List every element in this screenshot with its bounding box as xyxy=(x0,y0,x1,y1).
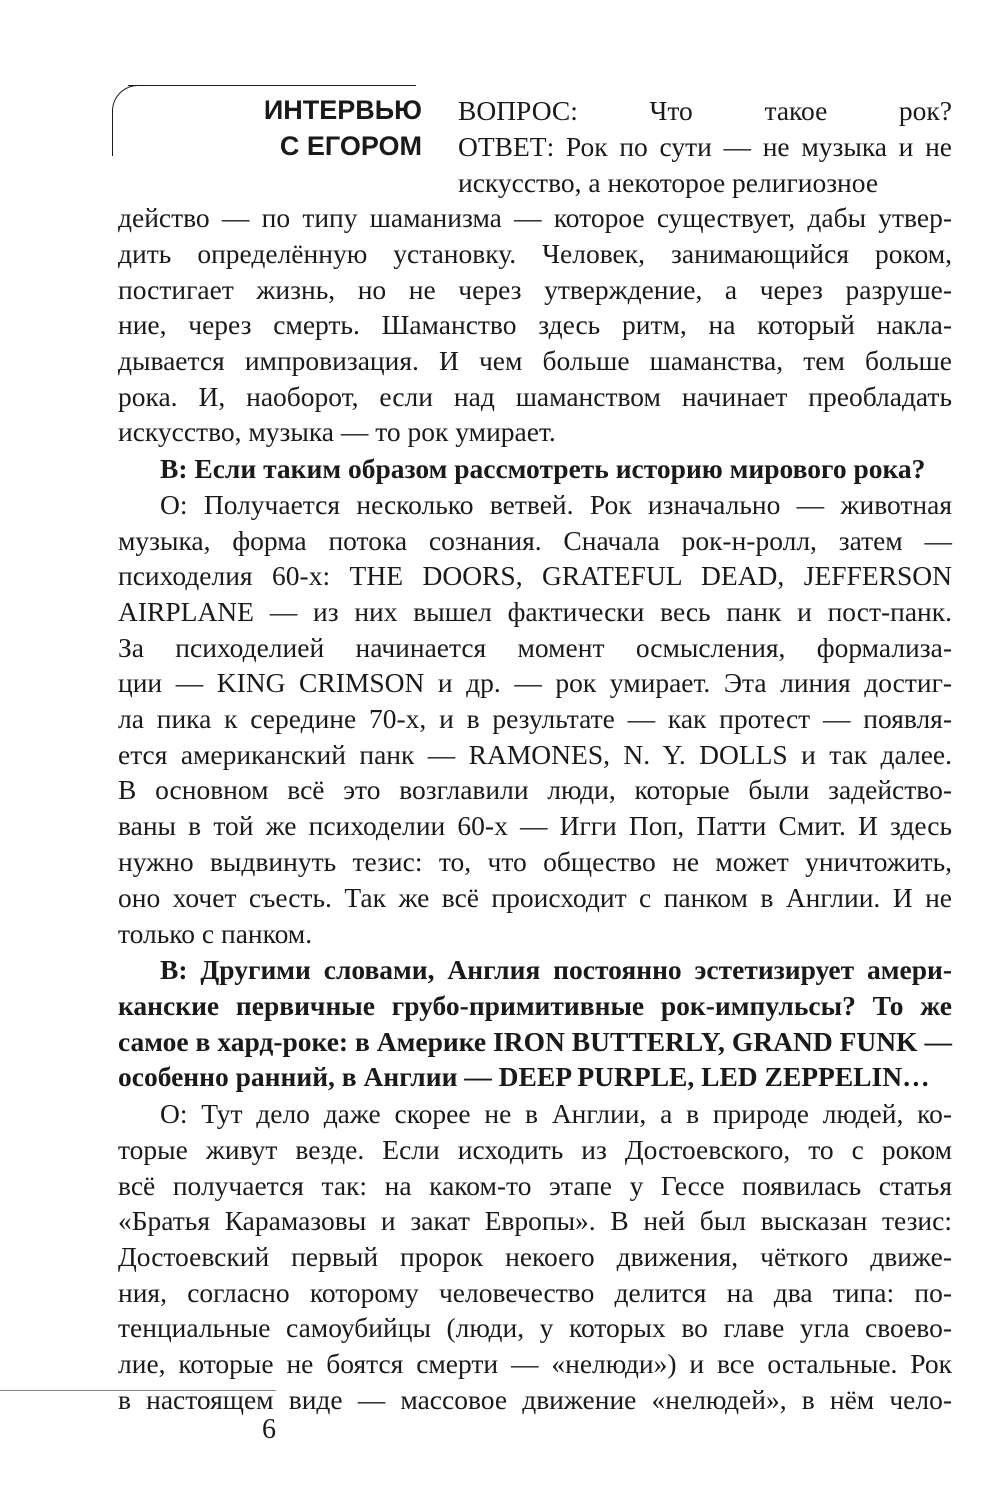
answer-line: О: Получается несколько ветвей. Рок изначально — животная xyxy=(160,489,952,520)
text-line: ОТВЕТ: Рок по сути — не музыка и не xyxy=(458,131,952,162)
text-line: лие, которые не боятся смерти — «нелюди») и все остальные. Рок xyxy=(118,1348,952,1379)
question-line: В: Другими словами, Англия постоянно эстетизирует амери- xyxy=(160,954,952,985)
text-line: «Братья Карамазовы и закат Европы». В ней был высказан тезис: xyxy=(118,1205,952,1236)
question-line: особенно ранний, в Англии — DEEP PURPLE, LED ZEPPELIN… xyxy=(118,1061,930,1092)
section-heading-line-2: С ЕГОРОМ xyxy=(279,131,422,161)
text-line: ние, через смерть. Шаманство здесь ритм, на который накла- xyxy=(118,309,952,340)
text-line: ваны в той же психоделии 60-х — Игги Поп, Патти Смит. И здесь xyxy=(118,810,952,841)
heading-frame-corner xyxy=(112,85,147,156)
footer-rule xyxy=(0,1390,276,1391)
text-line: дывается импровизация. И чем больше шаманства, тем больше xyxy=(118,345,952,376)
text-line: искусство, музыка — то рок умирает. xyxy=(118,416,556,447)
question-line: самое в хард-роке: в Америке IRON BUTTERLY, GRAND FUNK — xyxy=(118,1026,952,1057)
text-line: ется американский панк — RAMONES, N. Y. DOLLS и так далее. xyxy=(118,739,952,770)
text-line: музыка, форма потока сознания. Сначала рок-н-ролл, затем — xyxy=(118,525,952,556)
section-heading-line-1: ИНТЕРВЬЮ xyxy=(263,95,422,125)
text-line: В основном всё это возглавили люди, которые были задейство- xyxy=(118,774,952,805)
text-line: ния, согласно которому человечество делится на два типа: по- xyxy=(118,1277,952,1308)
question-line: В: Если таким образом рассмотреть историю мирового рока? xyxy=(160,453,926,484)
text-line: действо — по типу шаманизма — которое существует, дабы утвер- xyxy=(118,202,952,233)
heading-frame-rule xyxy=(128,85,416,86)
text-line: искусство, а некоторое религиозное xyxy=(458,167,879,198)
text-line: ции — KING CRIMSON и др. — рок умирает. Эта линия достиг- xyxy=(118,667,952,698)
text-line: торые живут везде. Если исходить из Достоевского, то с роком xyxy=(118,1134,952,1165)
text-line: рока. И, наоборот, если над шаманством начинает преобладать xyxy=(118,381,952,412)
text-line: ВОПРОС: Что такое рок? xyxy=(458,95,952,126)
text-line: дить определённую установку. Человек, занимающийся роком, xyxy=(118,238,952,269)
text-line: AIRPLANE — из них вышел фактически весь панк и пост-панк. xyxy=(118,596,952,627)
question-line: канские первичные грубо-примитивные рок-импульсы? То же xyxy=(118,990,952,1021)
text-line: тенциальные самоубийцы (люди, у которых во главе угла своево- xyxy=(118,1312,952,1343)
text-line: За психоделией начинается момент осмысления, формализа- xyxy=(118,632,952,663)
section-heading xyxy=(232,92,422,164)
text-line: Достоевский первый пророк некоего движения, чёткого движе- xyxy=(118,1241,952,1272)
answer-line: О: Тут дело даже скорее не в Англии, а в природе людей, ко- xyxy=(160,1098,952,1129)
page-number: 6 xyxy=(262,1414,276,1445)
text-line: психоделия 60-х: THE DOORS, GRATEFUL DEAD, JEFFERSON xyxy=(118,560,952,591)
text-line: оно хочет съесть. Так же всё происходит с панком в Англии. И не xyxy=(118,882,952,913)
text-line: всё получается так: на каком-то этапе у Гессе появилась статья xyxy=(118,1170,952,1201)
text-line: ла пика к середине 70-х, и в результате — как протест — появля- xyxy=(118,703,952,734)
text-line: постигает жизнь, но не через утверждение, а через разруше- xyxy=(118,274,952,305)
text-line: нужно выдвинуть тезис: то, что общество не может уничтожить, xyxy=(118,846,952,877)
text-line: только с панком. xyxy=(118,918,313,949)
text-line: в настоящем виде — массовое движение «нелюдей», в нём чело- xyxy=(118,1384,952,1415)
